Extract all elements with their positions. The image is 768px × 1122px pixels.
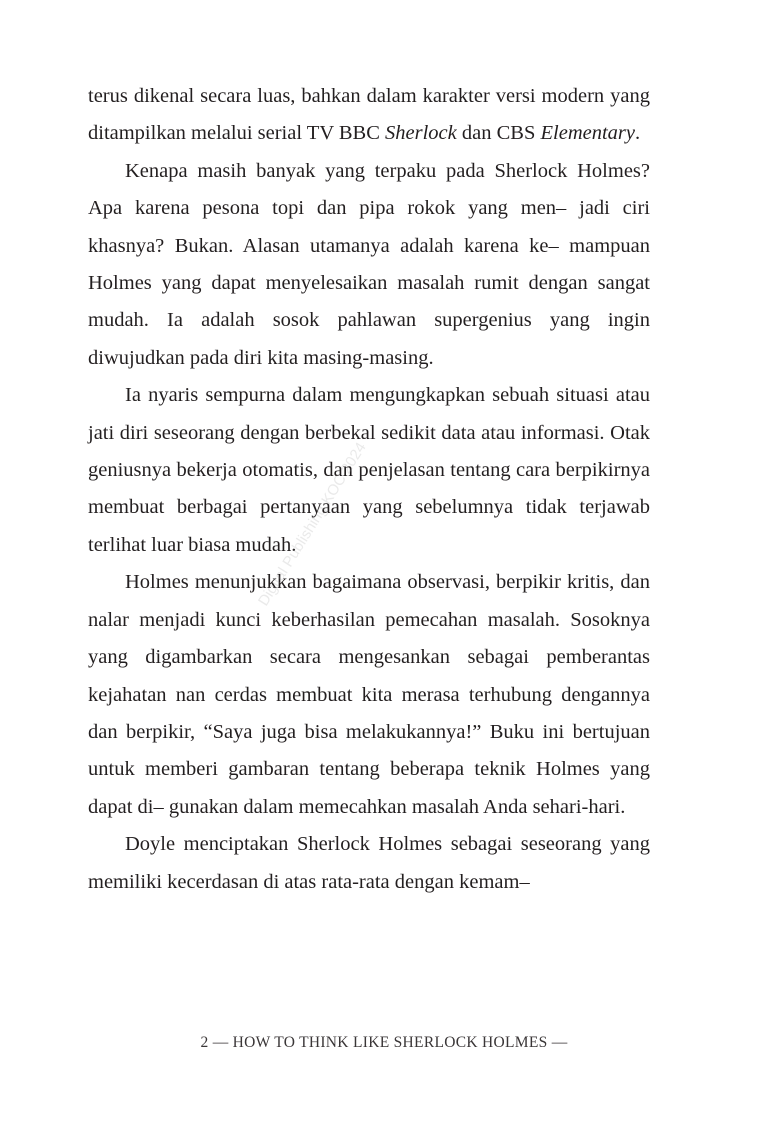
paragraph-1-end: . [635,122,641,145]
paragraph-1-text-2: dan CBS [456,122,541,145]
page-footer [0,1034,768,1052]
paragraph-1 [88,78,650,153]
paragraph-4: Holmes menunjukkan bagaimana observasi, berpikir kritis, dan nalar menjadi kunci keberhasilan pemecahan masalah. Sosoknya yang digambarkan secara mengesankan sebagai pemberantas kejahatan nan cerdas membuat kita merasa terhubung dengannya dan berpikir, “Saya juga bisa melakukannya!” Buku ini bertujuan untuk memberi gambaran tentang beberapa teknik Holmes yang dapat di– gunakan dalam memecahkan masalah Anda sehari-hari. [88,571,650,818]
title-elementary: Elementary [540,122,635,145]
title-sherlock: Sherlock [385,122,457,145]
running-title: — HOW TO THINK LIKE SHERLOCK HOLMES — [212,1034,568,1051]
paragraph-5: Doyle menciptakan Sherlock Holmes sebagai seseorang yang memiliki kecerdasan di atas rata-rata dengan kemam– [88,833,650,893]
watermark: Digital Publishing KOC 2024 [255,439,370,610]
paragraph-3: Ia nyaris sempurna dalam mengungkapkan sebuah situasi atau jati diri seseorang dengan berbekal sedikit data atau informasi. Otak geniusnya bekerja otomatis, dan penjelasan tentang cara berpikirnya membuat berbagai pertanyaan yang sebelumnya tidak terjawab terlihat luar biasa mudah. [88,384,650,556]
page-body [88,78,650,901]
page-number: 2 [200,1034,209,1051]
paragraph-1-text: terus dikenal secara luas, bahkan dalam karakter versi modern yang ditampilkan melalui serial TV BBC [88,85,650,145]
paragraph-2: Kenapa masih banyak yang terpaku pada Sherlock Holmes? Apa karena pesona topi dan pipa rokok yang men– jadi ciri khasnya? Bukan. Alasan utamanya adalah karena ke– mampuan Holmes yang dapat menyelesaikan masalah rumit dengan sangat mudah. Ia adalah sosok pahlawan supergenius yang ingin diwujudkan pada diri kita masing-masing. [88,159,650,369]
